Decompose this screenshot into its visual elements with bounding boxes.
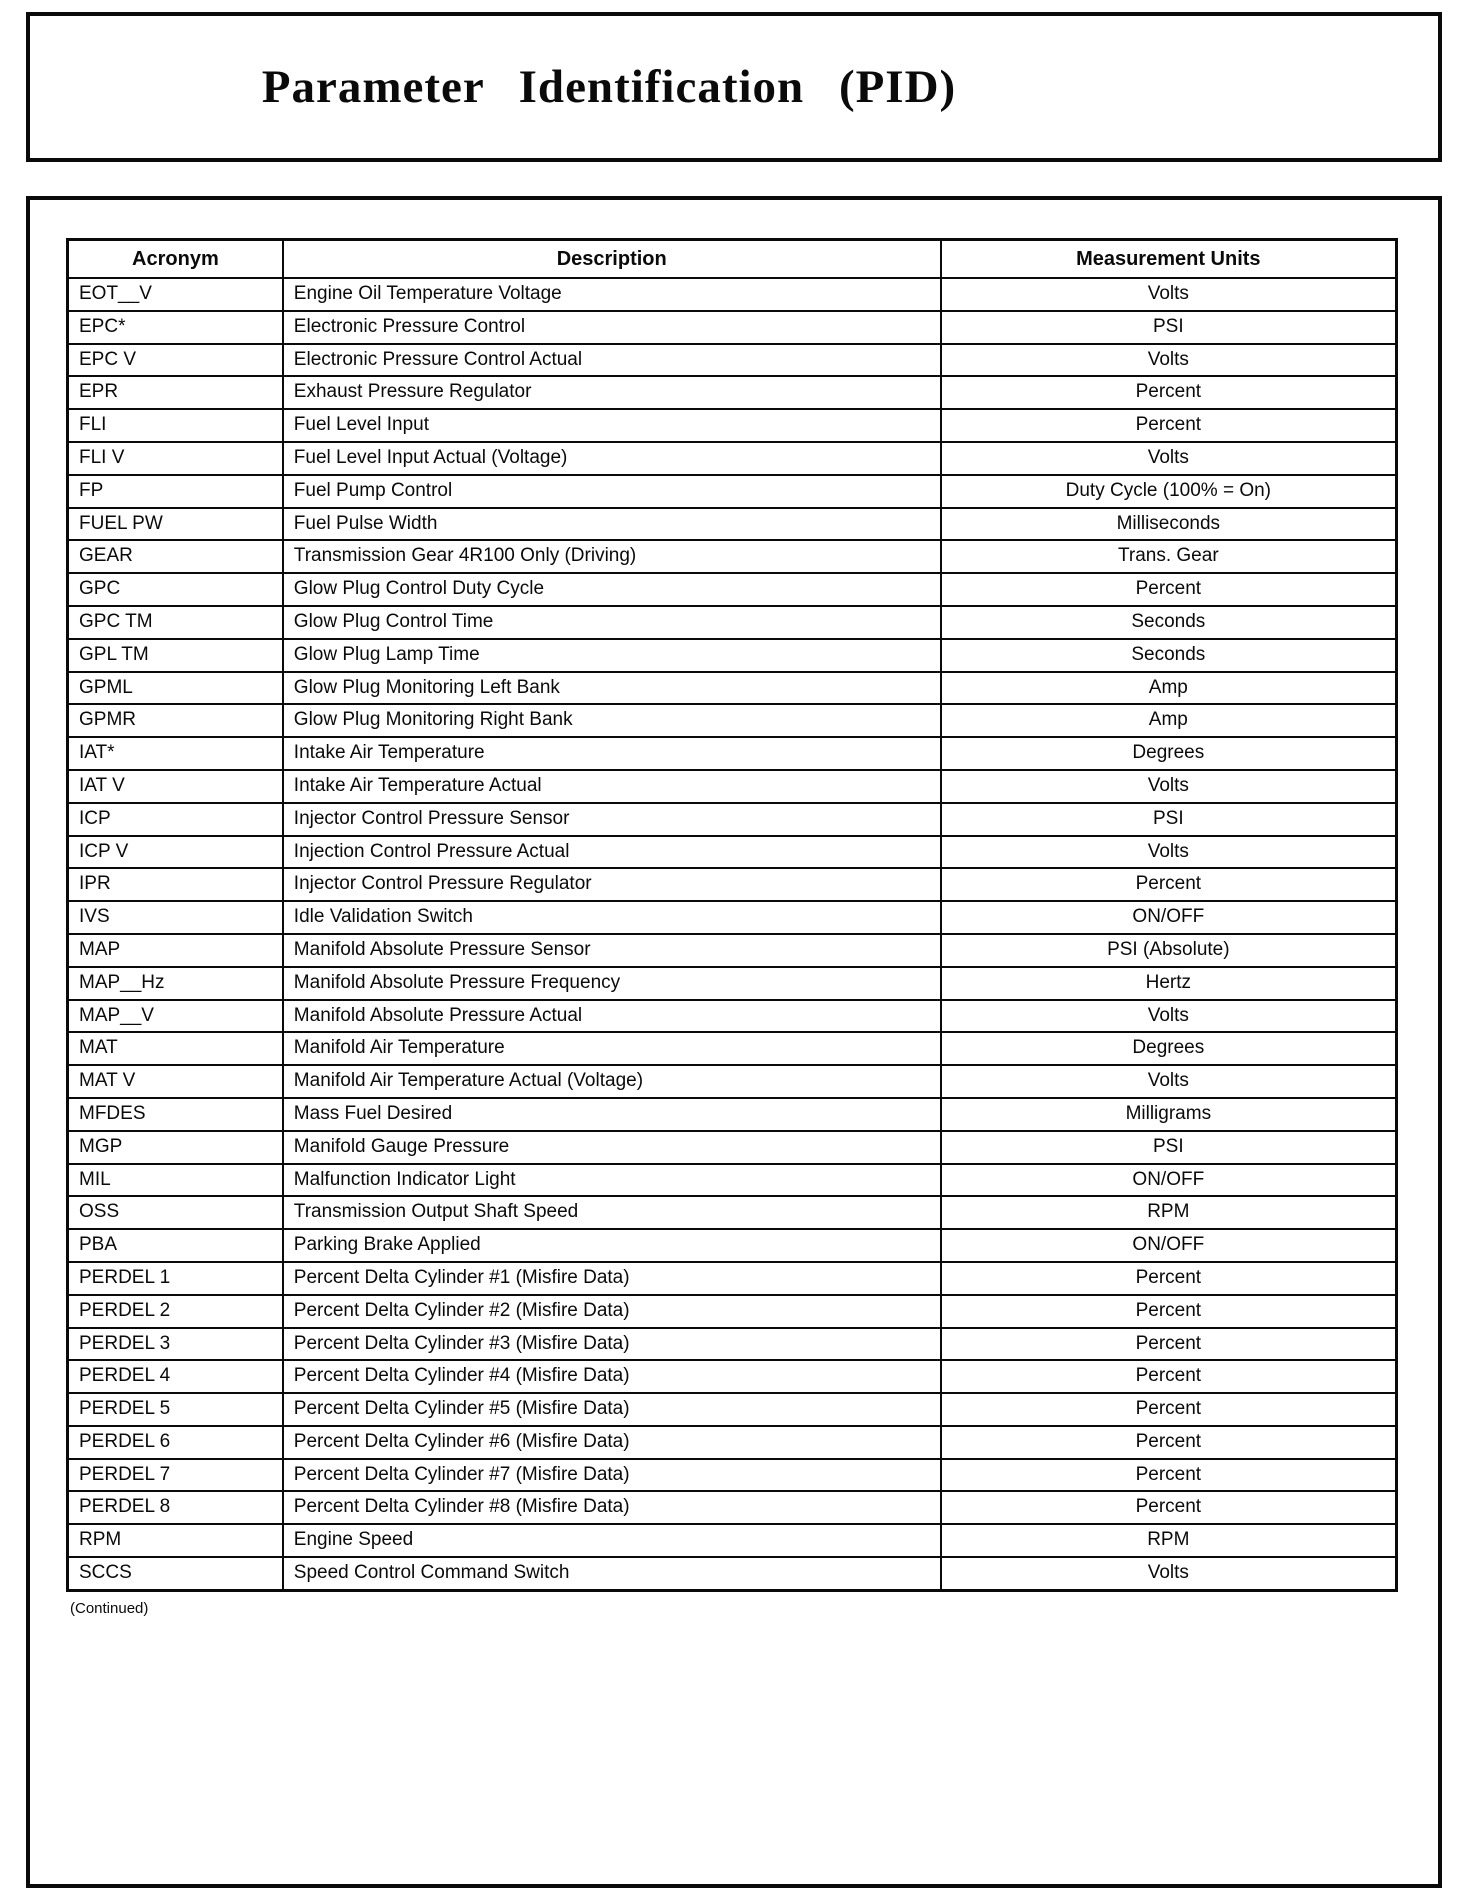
units-cell: RPM: [941, 1196, 1397, 1229]
description-cell: Idle Validation Switch: [283, 901, 941, 934]
table-container: [66, 238, 1398, 1617]
acronym-cell: MAT: [68, 1032, 283, 1065]
description-cell: Malfunction Indicator Light: [283, 1164, 941, 1197]
description-cell: Electronic Pressure Control Actual: [283, 344, 941, 377]
pid-table: [66, 238, 1398, 1592]
table-row: [68, 967, 1397, 1000]
description-cell: Glow Plug Control Time: [283, 606, 941, 639]
description-cell: Injector Control Pressure Regulator: [283, 868, 941, 901]
units-cell: Duty Cycle (100% = On): [941, 475, 1397, 508]
acronym-cell: PERDEL 4: [68, 1360, 283, 1393]
table-row: [68, 1196, 1397, 1229]
acronym-cell: FLI V: [68, 442, 283, 475]
description-cell: Exhaust Pressure Regulator: [283, 376, 941, 409]
units-cell: Milliseconds: [941, 508, 1397, 541]
description-cell: Percent Delta Cylinder #8 (Misfire Data): [283, 1491, 941, 1524]
table-row: [68, 672, 1397, 705]
acronym-header: Acronym: [68, 240, 283, 279]
table-row: [68, 311, 1397, 344]
acronym-cell: EPC*: [68, 311, 283, 344]
acronym-cell: EPR: [68, 376, 283, 409]
units-cell: ON/OFF: [941, 1164, 1397, 1197]
table-row: [68, 1360, 1397, 1393]
table-row: [68, 1328, 1397, 1361]
units-cell: PSI: [941, 311, 1397, 344]
acronym-cell: MFDES: [68, 1098, 283, 1131]
acronym-cell: PERDEL 1: [68, 1262, 283, 1295]
table-row: [68, 901, 1397, 934]
acronym-cell: MAP__Hz: [68, 967, 283, 1000]
units-cell: RPM: [941, 1524, 1397, 1557]
table-row: [68, 1098, 1397, 1131]
table-row: [68, 606, 1397, 639]
table-row: [68, 704, 1397, 737]
continued-note: (Continued): [70, 1599, 149, 1617]
acronym-cell: MGP: [68, 1131, 283, 1164]
acronym-cell: IVS: [68, 901, 283, 934]
description-cell: Manifold Gauge Pressure: [283, 1131, 941, 1164]
description-cell: Injection Control Pressure Actual: [283, 836, 941, 869]
acronym-cell: PERDEL 6: [68, 1426, 283, 1459]
table-row: [68, 1065, 1397, 1098]
units-cell: PSI (Absolute): [941, 934, 1397, 967]
table-row: [68, 803, 1397, 836]
units-cell: PSI: [941, 803, 1397, 836]
acronym-cell: PERDEL 5: [68, 1393, 283, 1426]
description-cell: Manifold Air Temperature: [283, 1032, 941, 1065]
units-cell: Hertz: [941, 967, 1397, 1000]
title-box: [26, 12, 1442, 162]
units-cell: Volts: [941, 770, 1397, 803]
description-cell: Intake Air Temperature: [283, 737, 941, 770]
acronym-cell: IAT*: [68, 737, 283, 770]
acronym-cell: PERDEL 2: [68, 1295, 283, 1328]
description-cell: Glow Plug Lamp Time: [283, 639, 941, 672]
description-cell: Electronic Pressure Control: [283, 311, 941, 344]
units-cell: Percent: [941, 1459, 1397, 1492]
units-cell: Seconds: [941, 639, 1397, 672]
description-cell: Percent Delta Cylinder #6 (Misfire Data): [283, 1426, 941, 1459]
table-row: [68, 573, 1397, 606]
units-cell: Volts: [941, 1000, 1397, 1033]
description-cell: Glow Plug Monitoring Right Bank: [283, 704, 941, 737]
description-cell: Manifold Air Temperature Actual (Voltage): [283, 1065, 941, 1098]
table-row: [68, 1164, 1397, 1197]
units-cell: Percent: [941, 1295, 1397, 1328]
acronym-cell: EOT__V: [68, 278, 283, 311]
acronym-cell: FP: [68, 475, 283, 508]
table-row: [68, 1295, 1397, 1328]
table-row: [68, 344, 1397, 377]
units-cell: Percent: [941, 1426, 1397, 1459]
table-row: [68, 639, 1397, 672]
units-cell: Percent: [941, 868, 1397, 901]
description-cell: Fuel Level Input: [283, 409, 941, 442]
units-cell: ON/OFF: [941, 901, 1397, 934]
acronym-cell: RPM: [68, 1524, 283, 1557]
table-row: [68, 475, 1397, 508]
description-cell: Parking Brake Applied: [283, 1229, 941, 1262]
header-row: [68, 240, 1397, 279]
units-cell: Percent: [941, 1262, 1397, 1295]
table-outer-box: [26, 196, 1442, 1888]
acronym-cell: GPC: [68, 573, 283, 606]
units-cell: Seconds: [941, 606, 1397, 639]
description-cell: Percent Delta Cylinder #1 (Misfire Data): [283, 1262, 941, 1295]
table-row: [68, 278, 1397, 311]
description-cell: Percent Delta Cylinder #4 (Misfire Data): [283, 1360, 941, 1393]
description-cell: Manifold Absolute Pressure Actual: [283, 1000, 941, 1033]
acronym-cell: PBA: [68, 1229, 283, 1262]
table-row: [68, 1229, 1397, 1262]
acronym-cell: PERDEL 3: [68, 1328, 283, 1361]
units-header: Measurement Units: [941, 240, 1397, 279]
description-cell: Percent Delta Cylinder #3 (Misfire Data): [283, 1328, 941, 1361]
description-header: Description: [283, 240, 941, 279]
table-row: [68, 1393, 1397, 1426]
description-cell: Transmission Gear 4R100 Only (Driving): [283, 540, 941, 573]
description-cell: Fuel Level Input Actual (Voltage): [283, 442, 941, 475]
description-cell: Glow Plug Control Duty Cycle: [283, 573, 941, 606]
description-cell: Transmission Output Shaft Speed: [283, 1196, 941, 1229]
units-cell: Degrees: [941, 1032, 1397, 1065]
pid-table-header: [68, 240, 1397, 279]
description-cell: Percent Delta Cylinder #7 (Misfire Data): [283, 1459, 941, 1492]
table-row: [68, 1426, 1397, 1459]
table-row: [68, 1000, 1397, 1033]
table-row: [68, 508, 1397, 541]
pid-table-body: [68, 278, 1397, 1590]
table-row: [68, 1557, 1397, 1590]
description-cell: Percent Delta Cylinder #2 (Misfire Data): [283, 1295, 941, 1328]
units-cell: Volts: [941, 1065, 1397, 1098]
units-cell: Amp: [941, 704, 1397, 737]
units-cell: Volts: [941, 836, 1397, 869]
units-cell: Percent: [941, 1393, 1397, 1426]
table-row: [68, 737, 1397, 770]
acronym-cell: SCCS: [68, 1557, 283, 1590]
acronym-cell: GEAR: [68, 540, 283, 573]
table-row: [68, 540, 1397, 573]
acronym-cell: MAP__V: [68, 1000, 283, 1033]
table-row: [68, 376, 1397, 409]
description-cell: Engine Speed: [283, 1524, 941, 1557]
acronym-cell: EPC V: [68, 344, 283, 377]
acronym-cell: MAP: [68, 934, 283, 967]
description-cell: Fuel Pulse Width: [283, 508, 941, 541]
table-row: [68, 836, 1397, 869]
acronym-cell: ICP V: [68, 836, 283, 869]
acronym-cell: PERDEL 8: [68, 1491, 283, 1524]
acronym-cell: IPR: [68, 868, 283, 901]
table-row: [68, 770, 1397, 803]
description-cell: Manifold Absolute Pressure Sensor: [283, 934, 941, 967]
units-cell: Volts: [941, 442, 1397, 475]
acronym-cell: MIL: [68, 1164, 283, 1197]
description-cell: Engine Oil Temperature Voltage: [283, 278, 941, 311]
units-cell: Percent: [941, 1491, 1397, 1524]
description-cell: Mass Fuel Desired: [283, 1098, 941, 1131]
table-row: [68, 409, 1397, 442]
units-cell: Volts: [941, 278, 1397, 311]
table-row: [68, 1032, 1397, 1065]
acronym-cell: GPC TM: [68, 606, 283, 639]
acronym-cell: FLI: [68, 409, 283, 442]
units-cell: Milligrams: [941, 1098, 1397, 1131]
description-cell: Speed Control Command Switch: [283, 1557, 941, 1590]
page-title: Parameter Identification (PID): [261, 61, 957, 113]
acronym-cell: MAT V: [68, 1065, 283, 1098]
acronym-cell: PERDEL 7: [68, 1459, 283, 1492]
acronym-cell: OSS: [68, 1196, 283, 1229]
units-cell: Percent: [941, 573, 1397, 606]
units-cell: Percent: [941, 1360, 1397, 1393]
description-cell: Manifold Absolute Pressure Frequency: [283, 967, 941, 1000]
acronym-cell: FUEL PW: [68, 508, 283, 541]
units-cell: Percent: [941, 1328, 1397, 1361]
table-row: [68, 1262, 1397, 1295]
units-cell: Amp: [941, 672, 1397, 705]
table-row: [68, 868, 1397, 901]
table-row: [68, 934, 1397, 967]
acronym-cell: IAT V: [68, 770, 283, 803]
units-cell: PSI: [941, 1131, 1397, 1164]
description-cell: Glow Plug Monitoring Left Bank: [283, 672, 941, 705]
acronym-cell: GPL TM: [68, 639, 283, 672]
table-row: [68, 1491, 1397, 1524]
units-cell: Trans. Gear: [941, 540, 1397, 573]
description-cell: Intake Air Temperature Actual: [283, 770, 941, 803]
acronym-cell: GPML: [68, 672, 283, 705]
table-row: [68, 442, 1397, 475]
table-row: [68, 1524, 1397, 1557]
acronym-cell: GPMR: [68, 704, 283, 737]
units-cell: Volts: [941, 1557, 1397, 1590]
table-row: [68, 1131, 1397, 1164]
description-cell: Percent Delta Cylinder #5 (Misfire Data): [283, 1393, 941, 1426]
units-cell: ON/OFF: [941, 1229, 1397, 1262]
table-row: [68, 1459, 1397, 1492]
units-cell: Degrees: [941, 737, 1397, 770]
units-cell: Percent: [941, 409, 1397, 442]
description-cell: Fuel Pump Control: [283, 475, 941, 508]
units-cell: Volts: [941, 344, 1397, 377]
units-cell: Percent: [941, 376, 1397, 409]
acronym-cell: ICP: [68, 803, 283, 836]
description-cell: Injector Control Pressure Sensor: [283, 803, 941, 836]
